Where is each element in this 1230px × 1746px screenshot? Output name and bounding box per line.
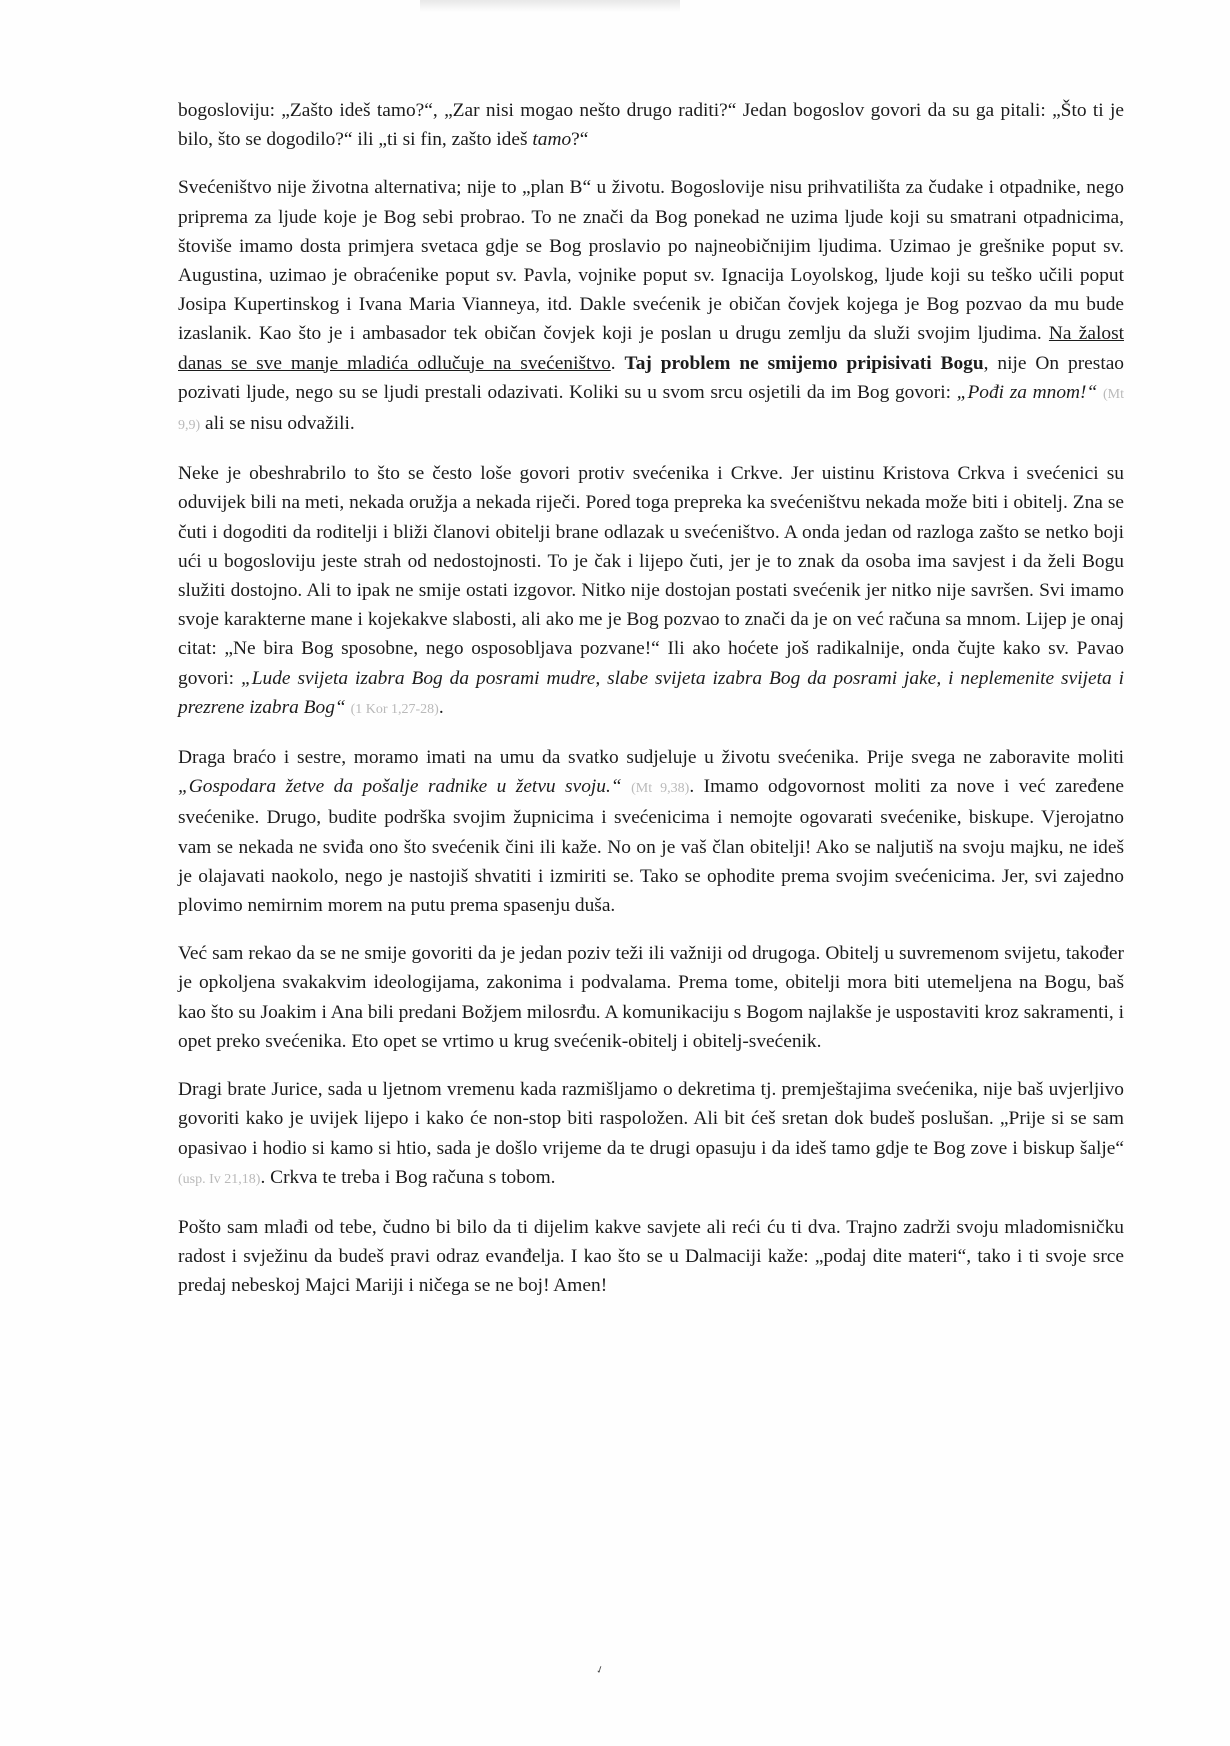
paragraph-2-quote: „Pođi za mnom!“ <box>956 381 1098 403</box>
paragraph-2-reference: (Mt 9,9) <box>178 386 1124 434</box>
paragraph-6-reference: (usp. Iv 21,18) <box>178 1171 261 1187</box>
paragraph-2-sep: . <box>610 352 625 374</box>
paragraph-3 <box>178 459 1124 724</box>
paragraph-1-italic: tamo <box>532 129 572 151</box>
paragraph-1-text: bogosloviju: „Zašto ideš tamo?“, „Zar nisi mogao nešto drugo raditi?“ Jedan bogoslov govori da su ga pitali: „Što ti je bilo, što se dogodilo?“ ili „ti si fin, zašto ideš <box>178 100 1124 151</box>
homily-text <box>178 96 1124 1301</box>
paragraph-2-end: ali se nisu odvažili. <box>200 413 355 435</box>
paragraph-1 <box>178 96 1124 154</box>
paragraph-4 <box>178 743 1124 920</box>
paragraph-2 <box>178 173 1124 440</box>
paragraph-2-bold: Taj problem ne smijemo pripisivati Bogu <box>624 352 984 374</box>
paragraph-6 <box>178 1075 1124 1194</box>
paragraph-4-text: Draga braćo i sestre, moramo imati na umu da svatko sudjeluje u životu svećenika. Prije svega ne zaboravite moliti <box>178 747 1124 769</box>
paragraph-5: Već sam rekao da se ne smije govoriti da je jedan poziv teži ili važniji od drugoga. Obitelj u suvremenom svijetu, također je opkoljena svakakvim ideologijama, zakonima i podvalama. Prema tome, obitelji mora biti utemeljena na Bogu, baš kao što su Joakim i Ana bili predani Božjem milosrđu. A komunikaciju s Bogom najlakše je uspostaviti kroz sakramenti, i opet preko svećenika. Eto opet se vrtimo u krug svećenik-obitelj i obitelj-svećenik. <box>178 943 1124 1052</box>
paragraph-2-underlined: Na žalost danas se sve manje mladića odlučuje na svećeništvo <box>178 323 1124 374</box>
paragraph-4-end: . Imamo odgovornost moliti za nove i već zaređene svećenike. Drugo, budite podrška svojim župnicima i svećenicima i nemojte ogovarati svećenike, biskupe. Vjerojatno vam se nekada ne sviđa ono što svećenik čini ili kaže. No on je vaš član obitelji! Ako se naljutiš na svoju majku, ne ideš je olajavati naokolo, nego je nastojiš shvatiti i izmiriti se. Tako se ophodite prema svojim svećenicima. Jer, svi zajedno plovimo nemirnim morem na putu prema spasenju duša. <box>178 776 1124 917</box>
paragraph-3-reference: (1 Kor 1,27-28) <box>350 701 439 717</box>
paragraph-1-end: ?“ <box>571 129 589 151</box>
paragraph-4-quote: „Gospodara žetve da pošalje radnike u žetvu svoju.“ <box>178 776 622 798</box>
paragraph-3-text: Neke je obeshrabrilo to što se često loše govori protiv svećenika i Crkve. Jer uistinu Kristova Crkva i svećenici su oduvijek bili na meti, nekada oružja a nekada riječi. Pored toga prepreka ka svećeništvu nekada može biti i obitelj. Zna se čuti i dogoditi da roditelji i bliži članovi obitelji brane odlazak u svećeništvo. A onda jedan od razloga zašto se netko boji ući u bogosloviju jeste strah od nedostojnosti. To je čak i lijepo čuti, jer je to znak da osoba ima savjest i da želi Bogu služiti dostojno. Ali to ipak ne smije ostati izgovor. Nitko nije dostojan postati svećenik jer nitko nije savršen. Svi imamo svoje karakterne mane i kojekakve slabosti, ali ako me je Bog pozvao to znači da je on već računa sa mnom. Lijep je onaj citat: „Ne bira Bog sposobne, nego osposobljava pozvane!“ Ili ako hoćete još radikalnije, onda čujte kako sv. Pavao govori: <box>178 463 1124 689</box>
paragraph-6-text: Dragi brate Jurice, sada u ljetnom vremenu kada razmišljamo o dekretima tj. premještajima svećenika, nije baš uvjerljivo govoriti kako je uvijek lijepo i kako će non-stop biti raspoložen. Ali bit ćeš sretan dok budeš poslušan. „Prije si se sam opasivao i hodio si kamo si htio, sada je došlo vrijeme da te drugi opasuju i da ideš tamo gdje te Bog zove i biskup šalje“ <box>178 1079 1124 1159</box>
stray-ink-mark: ✓ <box>594 1663 607 1678</box>
paragraph-3-end: . <box>438 696 444 718</box>
paragraph-4-reference: (Mt 9,38) <box>631 781 690 797</box>
paragraph-2-cont: , nije On prestao pozivati ljude, nego su se ljudi prestali odazivati. Koliki su u svom srcu osjetili da im Bog govori: <box>178 352 1125 403</box>
paragraph-2-text: Svećeništvo nije životna alternativa; nije to „plan B“ u životu. Bogoslovije nisu prihvatilišta za čudake i otpadnike, nego priprema za ljude koje je Bog sebi probrao. To ne znači da Bog ponekad ne uzima ljude koji su smatrani otpadnicima, štoviše imamo dosta primjera svetaca gdje se Bog proslavio po najneobičnijim ljudima. Uzimao je grešnike poput sv. Augustina, uzimao je obraćenike poput sv. Pavla, vojnike poput sv. Ignacija Loyolskog, ljude koji su teško učili poput Josipa Kupertinskog i Ivana Maria Vianneya, itd. Dakle svećenik je običan čovjek kojega je Bog pozvao da mu bude izaslanik. Kao što je i ambasador tek običan čovjek koji je poslan u drugu zemlju da služi svojim ljudima. <box>178 177 1124 345</box>
scan-shadow <box>420 0 680 12</box>
paragraph-7: Pošto sam mlađi od tebe, čudno bi bilo da ti dijelim kakve savjete ali reći ću ti dva. Trajno zadrži svoju mladomisničku radost i svježinu da budeš pravi odraz evanđelja. I kao što se u Dalmaciji kaže: „podaj dite materi“, tako i ti svoje srce predaj nebeskoj Majci Mariji i ničega se ne boj! Amen! <box>178 1216 1124 1297</box>
paragraph-6-end: . Crkva te treba i Bog računa s tobom. <box>260 1166 556 1188</box>
paragraph-3-quote: „Lude svijeta izabra Bog da posrami mudre, slabe svijeta izabra Bog da posrami jake, i neplemenite svijeta i prezrene izabra Bog“ <box>178 667 1124 718</box>
